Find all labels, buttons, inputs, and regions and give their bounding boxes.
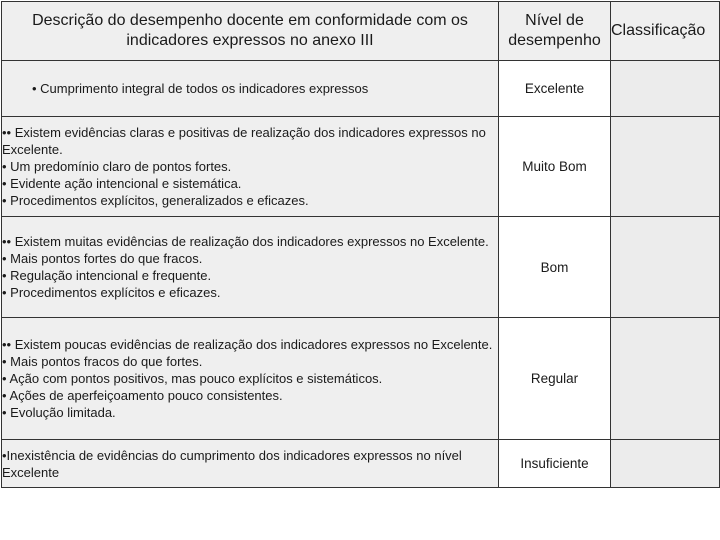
row-level: Insuficiente <box>499 440 611 488</box>
header-level-line1: Nível de <box>525 12 584 29</box>
description-line: •• Existem evidências claras e positivas de realização dos indicadores expressos no Excelente. <box>2 125 490 157</box>
row-level: Excelente <box>499 61 611 117</box>
description-line: •• Existem poucas evidências de realização dos indicadores expressos no Excelente. <box>2 337 493 352</box>
rubric-row-excelente <box>2 61 720 117</box>
description-line: • Mais pontos fortes do que fracos. <box>2 251 203 266</box>
header-description: Descrição do desempenho docente em conformidade com os indicadores expressos no anexo III <box>2 2 499 61</box>
row-description <box>2 117 499 217</box>
description-line: • Ação com pontos positivos, mas pouco explícitos e sistemáticos. <box>2 371 383 386</box>
description-line: • Cumprimento integral de todos os indicadores expressos <box>32 81 369 96</box>
header-row <box>2 2 720 61</box>
description-line: • Evidente ação intencional e sistemática. <box>2 176 242 191</box>
description-line: • Mais pontos fracos do que fortes. <box>2 354 203 369</box>
row-level: Muito Bom <box>499 117 611 217</box>
description-line: • Procedimentos explícitos, generalizados e eficazes. <box>2 193 309 208</box>
description-line: •• Existem muitas evidências de realização dos indicadores expressos no Excelente. <box>2 234 489 249</box>
description-line: • Um predomínio claro de pontos fortes. <box>2 159 232 174</box>
classification-cell[interactable] <box>611 318 720 440</box>
classification-cell[interactable] <box>611 61 720 117</box>
rubric-row-muito-bom <box>2 117 720 217</box>
header-performance-level <box>499 2 611 61</box>
description-line: •Inexistência de evidências do cumprimento dos indicadores expressos no nível Excelente <box>2 447 466 480</box>
rubric-row-insuficiente <box>2 440 720 488</box>
rubric-row-regular <box>2 318 720 440</box>
description-line: • Procedimentos explícitos e eficazes. <box>2 285 221 300</box>
row-description <box>2 217 499 318</box>
row-level: Bom <box>499 217 611 318</box>
classification-cell[interactable] <box>611 217 720 318</box>
header-classification: Classificação <box>611 2 720 61</box>
row-description <box>2 61 499 117</box>
header-level-line2: desempenho <box>508 32 601 49</box>
row-description <box>2 318 499 440</box>
performance-rubric-table <box>1 1 720 488</box>
description-line: • Regulação intencional e frequente. <box>2 268 212 283</box>
row-level: Regular <box>499 318 611 440</box>
classification-cell[interactable] <box>611 117 720 217</box>
classification-cell[interactable] <box>611 440 720 488</box>
description-line: • Evolução limitada. <box>2 405 116 420</box>
description-line: • Ações de aperfeiçoamento pouco consistentes. <box>2 388 283 403</box>
rubric-row-bom <box>2 217 720 318</box>
row-description <box>2 440 499 488</box>
